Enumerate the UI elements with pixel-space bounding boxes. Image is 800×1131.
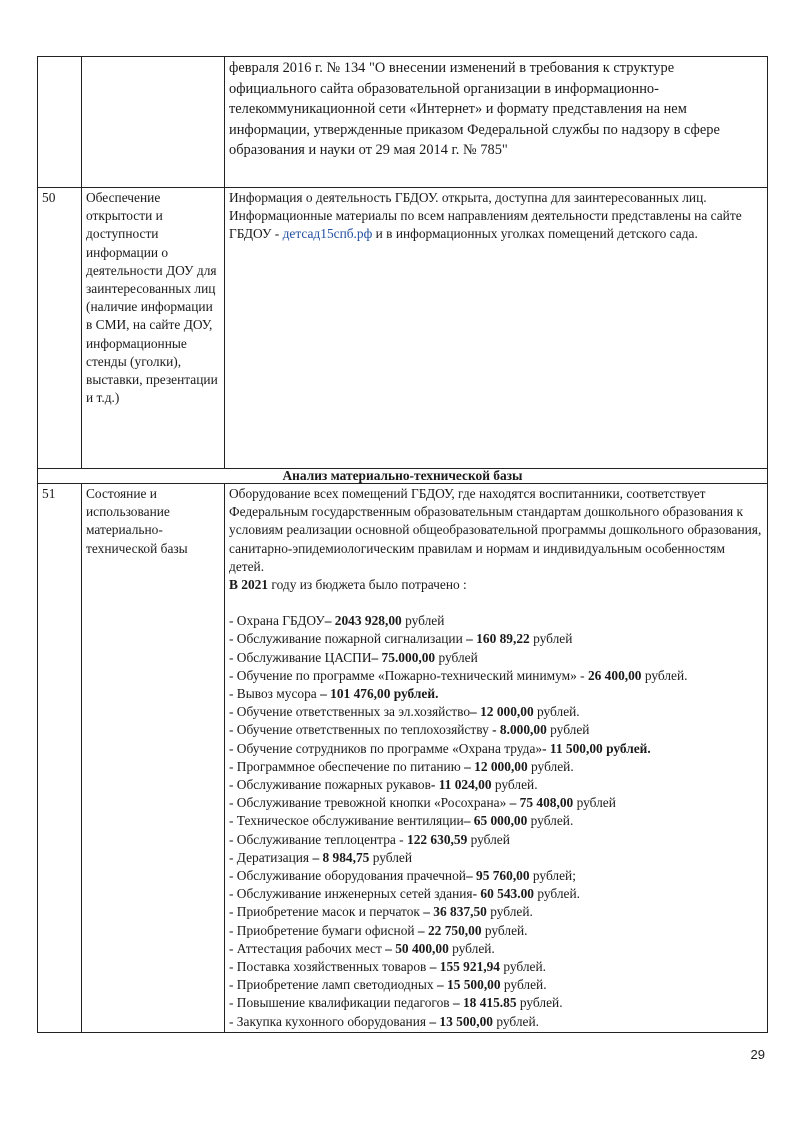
expense-label: - Обслуживание инженерных сетей здания: [229, 886, 473, 902]
expense-amount: – 36 837,50: [423, 904, 487, 920]
expense-label: - Приобретение бумаги офисной: [229, 922, 418, 938]
content-text: и в информационных уголках помещений детского сада.: [372, 226, 698, 242]
expense-unit: рублей.: [486, 904, 533, 920]
expense-list: [229, 612, 763, 1031]
expense-unit: рублей.: [533, 704, 580, 720]
expense-amount: 122 630,59: [407, 831, 468, 847]
expense-item: [229, 667, 763, 685]
expense-unit: рублей.: [491, 777, 538, 793]
section-row: [38, 469, 768, 484]
expense-unit: рублей: [546, 722, 590, 738]
table-row: [38, 484, 768, 1033]
expense-item: [229, 958, 763, 976]
expense-label: - Приобретение ламп светодиодных: [229, 977, 437, 993]
expense-unit: рублей.: [527, 813, 574, 829]
expense-label: - Приобретение масок и перчаток: [229, 904, 424, 920]
expense-amount: – 95 760,00: [465, 868, 530, 884]
content-text: Информация о деятельность ГБДОУ. открыта, доступна для заинтересованных лиц. Информационные материалы по всем направлениям деятельности представлены на сайте ГБДОУ -: [229, 190, 742, 242]
expense-label: - Охрана ГБДОУ: [229, 613, 325, 629]
site-link[interactable]: детсад15спб.рф: [282, 226, 373, 242]
row-number: 51: [38, 484, 82, 1033]
expense-amount: – 15 500,00: [436, 977, 501, 993]
expense-unit: рублей.: [533, 886, 580, 902]
expense-amount: - 8.000,00: [492, 722, 547, 738]
expense-label: - Обслуживание оборудования прачечной: [229, 868, 466, 884]
budget-heading-text: году из бюджета было потрачено :: [268, 577, 467, 593]
expense-label: - Дератизация: [229, 849, 313, 865]
expense-label: - Обслуживание пожарных рукавов: [229, 777, 431, 793]
expense-unit: рублей: [529, 631, 573, 647]
expense-unit: рублей: [467, 831, 510, 847]
spacer: [229, 594, 763, 612]
expense-amount: – 13 500,00: [429, 1013, 493, 1029]
expense-amount: – 18 415.85: [452, 995, 517, 1011]
expense-unit: рублей.: [500, 977, 547, 993]
expense-amount: – 8 984,75: [312, 849, 370, 865]
expense-unit: рублей: [573, 795, 616, 811]
expense-item: [229, 867, 763, 885]
budget-heading: [229, 576, 763, 594]
expense-label: - Обучение ответственных за эл.хозяйство: [229, 704, 471, 720]
expense-label: - Поставка хозяйственных товаров: [229, 959, 430, 975]
expense-unit: рублей.: [500, 959, 547, 975]
expense-amount: – 50 400,00: [385, 940, 449, 956]
expense-amount: – 12 000,00: [464, 758, 528, 774]
expense-amount: – 22 750,00: [417, 922, 482, 938]
row-number: [38, 57, 82, 188]
expense-item: [229, 812, 763, 830]
expense-item: [229, 776, 763, 794]
expense-unit: рублей.: [641, 667, 688, 683]
expense-unit: рублей.: [527, 758, 574, 774]
row-content: [225, 484, 768, 1033]
expense-item: [229, 612, 763, 630]
expense-item: [229, 703, 763, 721]
expense-amount: 26 400,00: [587, 667, 642, 683]
intro-paragraph: Оборудование всех помещений ГБДОУ, где находятся воспитанники, соответствует Федеральным государственным образовательным стандартам дошкольного образования к условиям реализации основной общеобразовательной программы дошкольного образования, санитарно-эпидемиологическим правилам и нормам и индивидуальным особенностям детей.: [229, 486, 762, 574]
expense-label: - Аттестация рабочих мест: [229, 940, 386, 956]
expense-amount: - 60 543.00: [472, 886, 534, 902]
expense-unit: рублей.: [492, 1013, 539, 1029]
expense-item: [229, 994, 763, 1012]
table-row: [38, 57, 768, 188]
expense-unit: рублей: [435, 649, 478, 665]
expense-label: - Повышение квалификации педагогов: [229, 995, 453, 1011]
expense-item: [229, 758, 763, 776]
expense-item: [229, 721, 763, 739]
expense-label: - Обслуживание ЦАСПИ: [229, 649, 372, 665]
expense-amount: - 11 024,00: [430, 777, 492, 793]
expense-item: [229, 831, 763, 849]
expense-item: [229, 649, 763, 667]
expense-unit: рублей;: [529, 868, 576, 884]
expense-item: [229, 976, 763, 994]
row-content: [225, 188, 768, 469]
expense-amount: – 160 89,22: [462, 631, 530, 647]
expense-item: [229, 630, 763, 648]
expense-unit: рублей.: [516, 995, 563, 1011]
row-name: Состояние и использование материально-технической базы: [82, 484, 225, 1033]
expense-item: [229, 885, 763, 903]
expense-item: [229, 685, 763, 703]
expense-label: - Обслуживание теплоцентра -: [229, 831, 407, 847]
report-table: [37, 56, 768, 1033]
expense-label: - Программное обеспечение по питанию: [229, 758, 465, 774]
expense-label: - Обучение сотрудников по программе «Охрана труда»: [229, 740, 543, 756]
expense-amount: – 65 000,00: [463, 813, 528, 829]
expense-label: - Закупка кухонного оборудования: [229, 1013, 430, 1029]
expense-item: [229, 794, 763, 812]
expense-amount: – 2043 928,00: [324, 613, 402, 629]
expense-amount: – 155 921,94: [429, 959, 501, 975]
expense-item: [229, 849, 763, 867]
row-number: 50: [38, 188, 82, 469]
expense-unit: рублей: [401, 613, 445, 629]
expense-label: - Обслуживание пожарной сигнализации: [229, 631, 463, 647]
expense-unit: рублей.: [448, 940, 495, 956]
expense-item: [229, 903, 763, 921]
expense-item: [229, 940, 763, 958]
expense-amount: – 75 408,00: [509, 795, 574, 811]
row-name: Обеспечение открытости и доступности информации о деятельности ДОУ для заинтересованных лиц (наличие информации в СМИ, на сайте ДОУ, информационные стенды (уголки), выставки, презентации и т.д.): [82, 188, 225, 469]
expense-amount: – 12 000,00: [470, 704, 534, 720]
expense-item: [229, 1013, 763, 1031]
row-name: [82, 57, 225, 188]
expense-item: [229, 922, 763, 940]
expense-label: - Обслуживание тревожной кнопки «Росохрана»: [229, 795, 510, 811]
expense-amount: - 11 500,00 рублей.: [542, 740, 651, 756]
table-row: [38, 188, 768, 469]
expense-unit: рублей: [369, 849, 413, 865]
expense-label: - Техническое обслуживание вентиляции: [229, 813, 464, 829]
budget-year: В 2021: [229, 577, 269, 593]
expense-label: - Обучение по программе «Пожарно-технический минимум» -: [229, 667, 588, 683]
page-number: 29: [750, 1047, 765, 1062]
section-title: Анализ материально-технической базы: [38, 469, 768, 484]
expense-amount: – 101 476,00 рублей.: [320, 686, 439, 702]
row-content: февраля 2016 г. № 134 "О внесении изменений в требования к структуре официального сайта образовательной организации в информационно-телекоммуникационной сети «Интернет» и формату представления на нем информации, утвержденные приказом Федеральной службы по надзору в сфере образования и науки от 29 мая 2014 г. № 785": [225, 57, 768, 188]
expense-label: - Обучение ответственных по теплохозяйству: [229, 722, 493, 738]
expense-unit: рублей.: [481, 922, 528, 938]
expense-amount: – 75.000,00: [371, 649, 436, 665]
expense-label: - Вывоз мусора: [229, 686, 321, 702]
expense-item: [229, 740, 763, 758]
